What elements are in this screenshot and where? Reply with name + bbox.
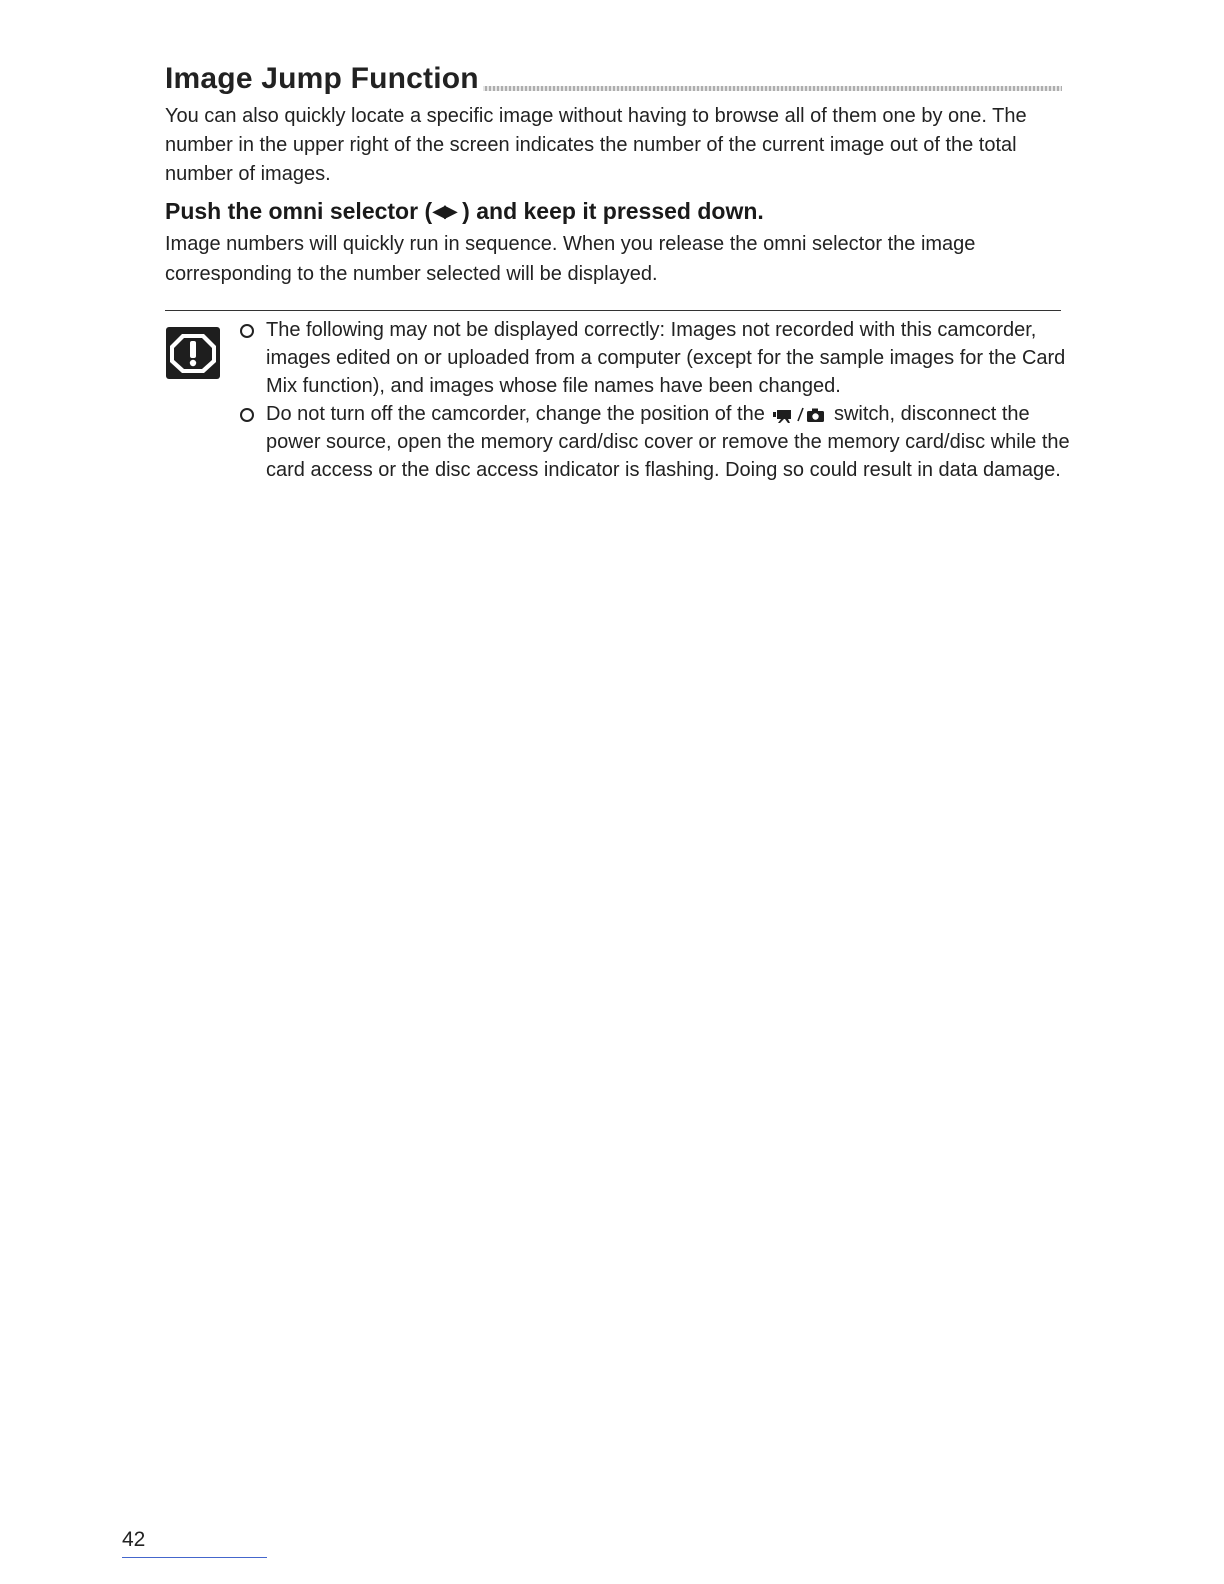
- step-body: Image numbers will quickly run in sequence. When you release the omni selector the image corresponding to the number selected will be displayed.: [165, 233, 976, 285]
- section-header: [165, 62, 1062, 96]
- page-number-rule: [122, 1557, 267, 1558]
- caution-text-after: switch, disconnect the power source, open the memory card/disc cover or remove the memory card/disc while the card access or the disc access indicator is flashing. Doing so could result in data damage.: [266, 403, 1070, 481]
- intro-paragraph: You can also quickly locate a specific image without having to browse all of them one by one. The number in the upper right of the screen indicates the number of the current image out of the total number of images.: [165, 105, 1027, 185]
- page-number: 42: [122, 1528, 146, 1551]
- bullet-icon: [240, 324, 254, 338]
- step-heading-prefix: Push the omni selector (: [165, 198, 433, 224]
- caution-item: [240, 400, 1070, 484]
- caution-text-before: Do not turn off the camcorder, change the position of the: [266, 403, 771, 425]
- step-heading-suffix: ) and keep it pressed down.: [455, 198, 764, 224]
- bullet-icon: [240, 408, 254, 422]
- caution-item: [240, 316, 1070, 400]
- omni-selector-icon: ◀▶: [432, 201, 456, 221]
- caution-text: The following may not be displayed correctly: Images not recorded with this camcorder, images edited on or uploaded from a computer (except for the sample images for the Card Mix function), and images whose file names have been changed.: [266, 319, 1066, 397]
- caution-icon: [166, 327, 220, 379]
- section-title: Image Jump Function: [165, 62, 483, 96]
- movie-camera-switch-icon: [772, 407, 826, 423]
- section-divider: [165, 310, 1061, 311]
- caution-list: [240, 316, 1070, 484]
- step-heading: [165, 198, 764, 225]
